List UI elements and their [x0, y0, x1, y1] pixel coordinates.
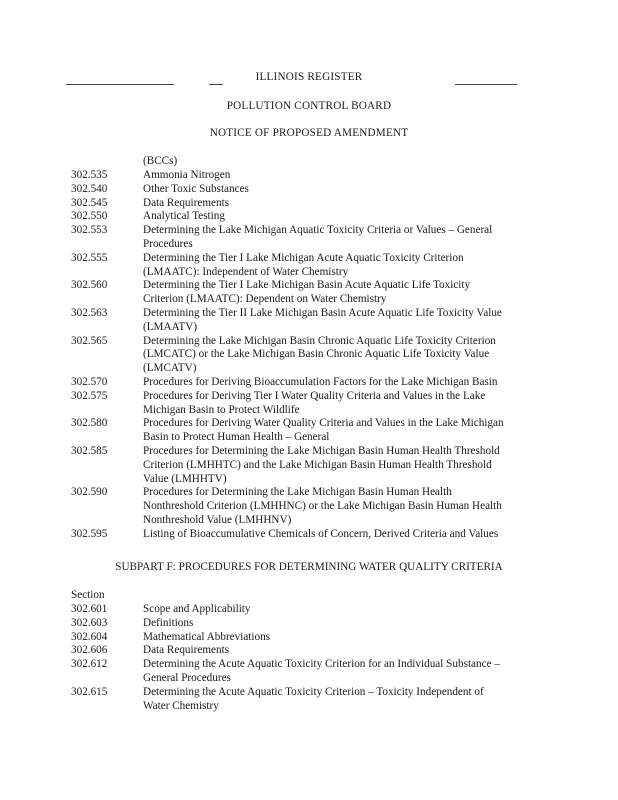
- section-title: [143, 658, 543, 686]
- section-title: [143, 307, 543, 335]
- section-number: 302.565: [71, 334, 108, 347]
- section-number: 302.595: [71, 527, 108, 540]
- section-title-line: (LMCATC) or the Lake Michigan Basin Chronic Aquatic Life Toxicity Value: [143, 348, 490, 361]
- section-title-line: (LMAATC): Independent of Water Chemistry: [143, 265, 349, 278]
- section-title-line: Nonthreshold Criterion (LMHHNC) or the Lake Michigan Basin Human Health: [143, 500, 502, 513]
- header-rule-left: [66, 84, 174, 85]
- section-title: [143, 445, 543, 486]
- section-title: [143, 183, 543, 197]
- section-title-line: Mathematical Abbreviations: [143, 630, 271, 643]
- section-title-line: Procedures for Deriving Water Quality Criteria and Values in the Lake Michigan: [143, 417, 504, 430]
- section-title-line: Analytical Testing: [143, 210, 225, 223]
- section-number: 302.535: [71, 169, 108, 181]
- section-number: 302.550: [71, 210, 108, 223]
- section-title-line: Determining the Lake Michigan Aquatic Toxicity Criteria or Values – General: [143, 224, 493, 237]
- section-number: 302.606: [71, 644, 108, 657]
- section-number: 302.563: [71, 307, 108, 319]
- section-title-line: Determining the Acute Aquatic Toxicity Criterion for an Individual Substance –: [143, 658, 500, 671]
- section-number: 302.553: [71, 224, 108, 237]
- section-title: [143, 376, 543, 390]
- section-number: 302.560: [71, 279, 108, 292]
- section-number: 302.555: [71, 251, 108, 264]
- section-title-line: Procedures for Determining the Lake Michigan Basin Human Health: [143, 486, 452, 499]
- section-title-line: General Procedures: [143, 671, 231, 684]
- section-title: [143, 169, 543, 183]
- register-title: ILLINOIS REGISTER: [255, 71, 363, 83]
- section-title-line: Determining the Tier I Lake Michigan Basin Acute Aquatic Life Toxicity: [143, 279, 471, 292]
- section-title-line: Nonthreshold Value (LMHHNV): [143, 513, 292, 526]
- section-number: 302.590: [71, 486, 108, 499]
- section-title-line: (LMAATV): [143, 320, 198, 333]
- section-title: [143, 603, 543, 617]
- section-title-line: Other Toxic Substances: [143, 182, 249, 195]
- section-title-line: Procedures for Determining the Lake Michigan Basin Human Health Threshold: [143, 445, 500, 457]
- section-title-line: Procedures for Deriving Tier I Water Quality Criteria and Values in the Lake: [143, 389, 486, 402]
- section-title: [143, 686, 543, 714]
- section-number: 302.545: [71, 196, 108, 209]
- section-title-line: Procedures: [143, 237, 193, 250]
- section-title: [143, 644, 543, 658]
- section-title-line: Criterion (LMAATC): Dependent on Water Chemistry: [143, 293, 387, 306]
- section-title-line: Determining the Tier I Lake Michigan Acute Aquatic Toxicity Criterion: [143, 251, 464, 264]
- notice-title: NOTICE OF PROPOSED AMENDMENT: [209, 127, 409, 139]
- section-title-line: Definitions: [143, 616, 194, 629]
- section-title-line: Ammonia Nitrogen: [143, 169, 231, 181]
- section-title-line: Listing of Bioaccumulative Chemicals of Concern, Derived Criteria and Values: [143, 527, 499, 540]
- section-title: [143, 224, 543, 252]
- section-title-line: Data Requirements: [143, 644, 230, 657]
- section-title: [143, 390, 543, 418]
- section-number: 302.580: [71, 417, 108, 430]
- subpart-f-heading: SUBPART F: PROCEDURES FOR DETERMINING WATER QUALITY CRITERIA: [115, 561, 503, 573]
- section-title: [143, 252, 543, 280]
- section-label: Section: [71, 589, 105, 601]
- section-number: 302.612: [71, 658, 108, 671]
- section-title: [143, 279, 543, 307]
- section-number: 302.601: [71, 603, 108, 615]
- section-number: 302.615: [71, 685, 108, 698]
- header-rule-right: [455, 84, 517, 85]
- section-title-line: Water Chemistry: [143, 699, 219, 712]
- section-title-line: Value (LMHHTV): [143, 472, 227, 485]
- section-title-line: Determining the Acute Aquatic Toxicity Criterion – Toxicity Independent of: [143, 685, 484, 698]
- section-number: 302.570: [71, 376, 108, 388]
- section-title: [143, 528, 543, 542]
- section-number: 302.604: [71, 630, 108, 643]
- section-title-line: Michigan Basin to Protect Wildlife: [143, 403, 300, 416]
- section-title: [143, 335, 543, 376]
- continuation-text: (BCCs): [143, 155, 178, 167]
- header-rule-mid: [209, 84, 223, 85]
- section-title-line: Determining the Tier II Lake Michigan Basin Acute Aquatic Life Toxicity Value: [143, 307, 502, 319]
- section-title: [143, 197, 543, 211]
- section-title-line: Criterion (LMHHTC) and the Lake Michigan Basin Human Health Threshold: [143, 458, 492, 471]
- section-title: [143, 210, 543, 224]
- section-number: 302.585: [71, 445, 108, 457]
- section-title-line: Determining the Lake Michigan Basin Chronic Aquatic Life Toxicity Criterion: [143, 334, 496, 347]
- section-number: 302.575: [71, 389, 108, 402]
- section-title: [143, 631, 543, 645]
- section-title-line: Scope and Applicability: [143, 603, 251, 615]
- section-title-line: Procedures for Deriving Bioaccumulation Factors for the Lake Michigan Basin: [143, 376, 498, 388]
- section-title-line: Data Requirements: [143, 196, 230, 209]
- section-number: 302.603: [71, 616, 108, 629]
- section-number: 302.540: [71, 182, 108, 195]
- board-title: POLLUTION CONTROL BOARD: [226, 100, 392, 112]
- section-title: [143, 617, 543, 631]
- section-title-line: (LMCATV): [143, 362, 197, 375]
- section-title: [143, 417, 543, 445]
- section-title-line: Basin to Protect Human Health – General: [143, 431, 330, 444]
- section-title: [143, 486, 543, 527]
